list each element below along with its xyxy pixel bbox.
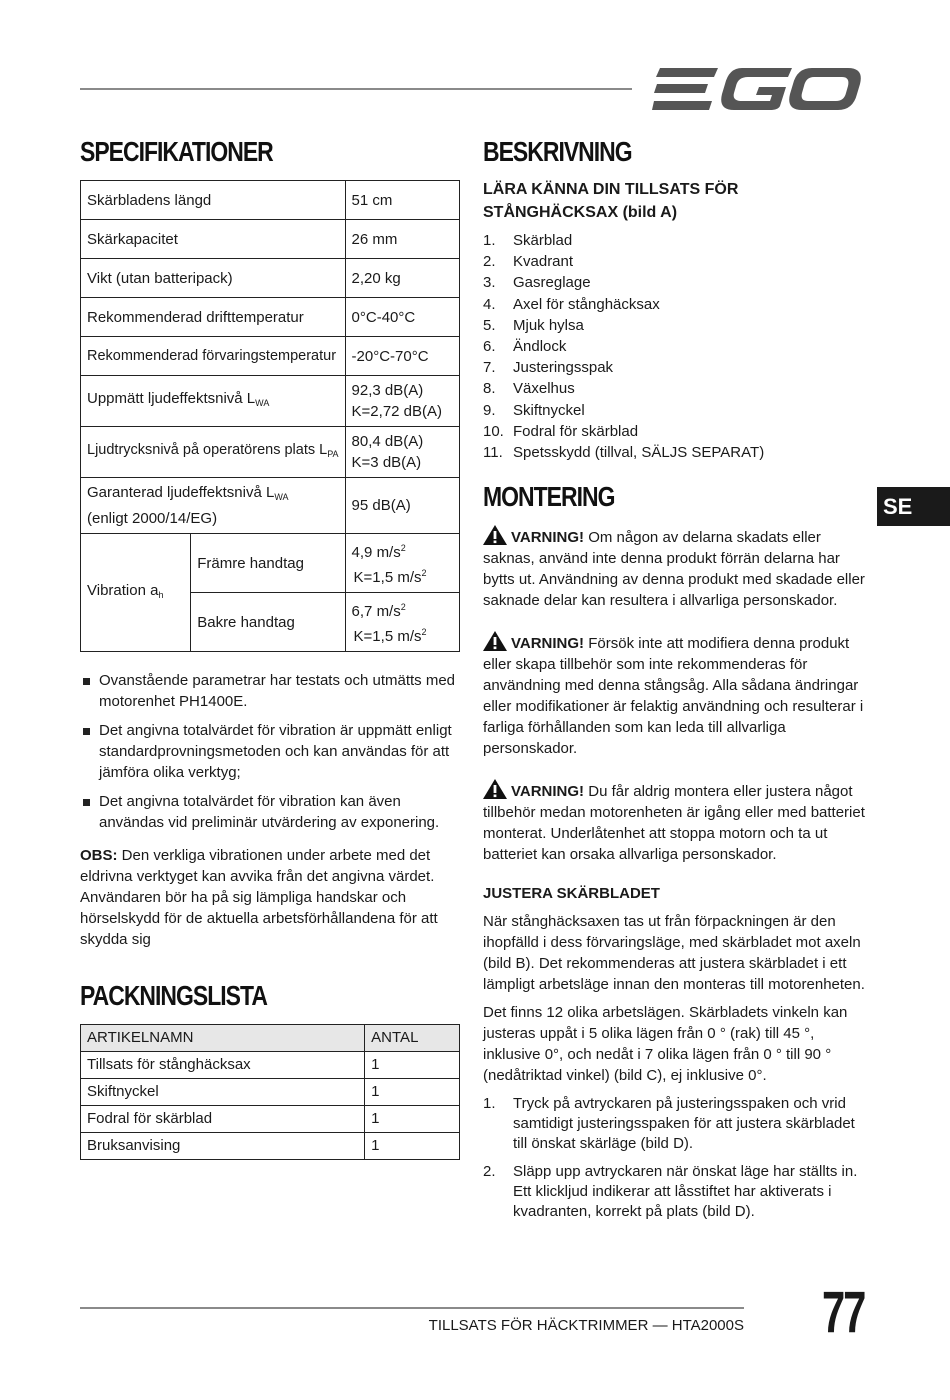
item-text: Växelhus — [513, 380, 575, 398]
right-column — [483, 134, 865, 1230]
front-value-exp: 2 — [400, 543, 406, 553]
item-qty: 1 — [365, 1133, 460, 1160]
item-number: 7. — [483, 359, 496, 377]
spec-label: Skärkapacitet — [81, 220, 346, 259]
adjust-heading: JUSTERA SKÄRBLADET — [483, 885, 660, 903]
item-text: Mjuk hylsa — [513, 316, 584, 334]
item-text: Axel för stånghäcksax — [513, 295, 660, 313]
spec-label-text: Garanterad ljudeffektsnivå L — [87, 484, 275, 501]
rear-handle-label: Bakre handtag — [191, 593, 345, 652]
front-k-exp: 2 — [421, 568, 427, 578]
item-name: Bruksanvising — [81, 1133, 365, 1160]
warning-label: VARNING! — [511, 529, 585, 547]
table-row — [81, 1079, 460, 1106]
step-number: 2. — [483, 1163, 496, 1181]
warning-3 — [483, 779, 865, 865]
spec-value-k: K=2,72 dB(A) — [351, 403, 443, 420]
description-subheading: LÄRA KÄNNA DIN TILLSATS FÖR STÅNGHÄCKSAX (bild A) — [483, 181, 739, 221]
step-number: 1. — [483, 1095, 496, 1113]
spec-label-line2: (enligt 2000/14/EG) — [87, 510, 218, 527]
list-item — [483, 357, 865, 378]
item-number: 6. — [483, 338, 496, 356]
spec-label: Vikt (utan batteripack) — [81, 259, 346, 298]
spec-label: Rekommenderad förvaringstemperatur — [81, 337, 346, 376]
adjust-paragraph-2: Det finns 12 olika arbetslägen. Skärbladets vinkeln kan justeras uppåt i 5 olika lägen från 0 ° (rak) till 45 °, inklusive 0°, och nedåt i 7 olika lägen från 0 ° till 90 ° (nedåtriktad vinkel) (bild C), ej inklusive 0°. — [483, 1004, 848, 1085]
language-tab: SE — [877, 487, 950, 526]
list-item — [483, 400, 865, 421]
spec-value-line: 92,3 dB(A) — [351, 382, 424, 399]
item-number: 1. — [483, 232, 496, 249]
list-item — [483, 272, 865, 293]
column-header-qty: ANTAL — [365, 1025, 460, 1052]
list-item — [483, 294, 865, 315]
warning-2 — [483, 631, 865, 759]
header-rule — [80, 88, 632, 90]
warning-icon — [483, 631, 507, 651]
spec-value: 2,20 kg — [345, 259, 459, 298]
vibration-label-sub: h — [158, 589, 164, 600]
item-number: 10. — [483, 422, 504, 440]
item-number: 5. — [483, 316, 496, 334]
obs-note — [80, 845, 462, 950]
spec-label: Rekommenderad drifttemperatur — [81, 298, 346, 337]
item-text: Fodral för skärblad — [513, 422, 639, 440]
vibration-label-text: Vibration a — [87, 581, 159, 599]
column-header-name: ARTIKELNAMN — [81, 1025, 365, 1052]
spec-value: -20°C-70°C — [345, 337, 459, 376]
item-qty: 1 — [365, 1079, 460, 1106]
rear-handle-value — [345, 593, 459, 652]
item-number: 11. — [483, 444, 503, 462]
table-row — [81, 1133, 460, 1160]
spec-value: 0°C-40°C — [345, 298, 459, 337]
parts-list — [483, 230, 865, 463]
spec-table — [80, 180, 460, 652]
warning-text: Du får aldrig montera eller justera något tillbehör medan motorenheten är igång eller med batteriet monterat. Underlåtenhet att stoppa motorn och ta ut batteriet kan orsaka allvarliga personskador. — [483, 783, 865, 864]
rear-value-text: 6,7 m/s — [351, 603, 401, 620]
item-text: Justeringsspak — [513, 359, 614, 377]
item-text: Ändlock — [513, 338, 567, 356]
spec-label: Skärbladens längd — [81, 181, 346, 220]
spec-label-sub: PA — [327, 448, 339, 459]
item-name: Tillsats för stånghäcksax — [81, 1052, 365, 1079]
item-number: 9. — [483, 401, 496, 419]
warning-icon — [483, 525, 507, 545]
spec-label — [81, 478, 346, 534]
spec-value: 95 dB(A) — [345, 478, 459, 534]
item-number: 2. — [483, 253, 496, 271]
spec-value-k: K=3 dB(A) — [351, 454, 422, 471]
step-text: Släpp upp avtryckaren när önskat läge har ställts in. Ett klickljud indikerar att låsstiftet har aktiverats i kvadranten, korrekt på plats (bild D). — [513, 1163, 858, 1221]
table-row — [81, 534, 460, 593]
warning-1 — [483, 525, 865, 611]
list-item: Det angivna totalvärdet för vibration är uppmätt enligt standardprovningsmetoden och kan användas för att jämföra olika verktyg; — [80, 720, 462, 783]
spec-label-sub: WA — [255, 398, 270, 408]
front-value-text: 4,9 m/s — [351, 544, 401, 561]
spec-label — [81, 376, 346, 427]
table-row — [81, 337, 460, 376]
list-item — [483, 336, 865, 357]
table-row — [81, 181, 460, 220]
pack-table — [80, 1024, 460, 1160]
spec-value-line: 80,4 dB(A) — [351, 433, 424, 450]
spec-label-sub: WA — [274, 492, 289, 502]
warning-icon — [483, 779, 507, 799]
description-heading: BESKRIVNING — [483, 136, 632, 167]
front-handle-value — [345, 534, 459, 593]
footer-title: TILLSATS FÖR HÄCKTRIMMER — HTA2000S — [428, 1317, 744, 1334]
table-row — [81, 1106, 460, 1133]
list-item — [483, 1162, 865, 1222]
item-qty: 1 — [365, 1106, 460, 1133]
item-text: Gasreglage — [513, 274, 591, 292]
list-item — [483, 230, 865, 251]
vibration-label — [81, 534, 191, 652]
item-text: Skiftnyckel — [513, 401, 585, 419]
obs-text: Den verkliga vibrationen under arbete med det eldrivna verktyget kan avvika från det angivna värdet. Användaren bör ha på sig lämpliga handskar och hörselskydd för de aktuella arbetsförhållandena för att skydda sig — [80, 847, 438, 948]
rear-k-exp: 2 — [421, 627, 427, 637]
list-item — [483, 1094, 865, 1154]
item-qty: 1 — [365, 1052, 460, 1079]
warning-label: VARNING! — [511, 635, 585, 653]
ego-logo — [652, 66, 862, 112]
pack-heading: PACKNINGSLISTA — [80, 980, 267, 1011]
list-item — [483, 315, 865, 336]
list-item: Det angivna totalvärdet för vibration kan även användas vid preliminär utvärdering av exponering. — [80, 791, 462, 833]
list-item — [483, 442, 865, 463]
spec-value — [345, 376, 459, 427]
spec-notes-list — [80, 670, 462, 833]
list-item — [483, 378, 865, 399]
list-item: Ovanstående parametrar har testats och utmätts med motorenhet PH1400E. — [80, 670, 462, 712]
page-number: 77 — [822, 1280, 865, 1345]
item-text: Skärblad — [513, 232, 573, 249]
list-item — [483, 421, 865, 442]
spec-value: 26 mm — [345, 220, 459, 259]
table-row — [81, 220, 460, 259]
item-number: 8. — [483, 380, 496, 398]
adjust-paragraph-1: När stånghäcksaxen tas ut från förpackningen är den ihopfälld i dess förvaringsläge, med skärbladet mot axeln (bild B). Det rekommenderas att justera skärbladet i ett lämpligt arbetsläge innan den monteras till motorenheten. — [483, 913, 865, 994]
table-row — [81, 259, 460, 298]
front-k-text: K=1,5 m/s — [353, 569, 422, 586]
spec-value: 51 cm — [345, 181, 459, 220]
table-row — [81, 376, 460, 427]
left-column — [80, 134, 462, 1160]
item-name: Skiftnyckel — [81, 1079, 365, 1106]
table-row — [81, 427, 460, 478]
warning-text: Försök inte att modifiera denna produkt eller skapa tillbehör som inte rekommenderas för användning med denna stångsåg. Alla sådana ändringar eller modifikationer är felaktig användning och resulterar i farliga förhållanden som kan leda till allvarliga personskador. — [483, 635, 864, 758]
item-number: 4. — [483, 295, 496, 313]
mount-heading: MONTERING — [483, 481, 615, 513]
table-header-row — [81, 1025, 460, 1052]
warning-label: VARNING! — [511, 783, 585, 801]
step-text: Tryck på avtryckaren på justeringsspaken och vrid samtidigt justeringsspaken för att justera skärbladet till önskat skärläge (bild D). — [513, 1095, 855, 1153]
item-name: Fodral för skärblad — [81, 1106, 365, 1133]
table-row — [81, 478, 460, 534]
spec-label-text: Uppmätt ljudeffektsnivå L — [87, 390, 256, 407]
obs-label: OBS: — [80, 847, 118, 864]
rear-k-text: K=1,5 m/s — [353, 628, 422, 645]
steps-list — [483, 1094, 865, 1222]
item-number: 3. — [483, 274, 496, 292]
spec-label — [81, 427, 346, 478]
spec-value — [345, 427, 459, 478]
front-handle-label: Främre handtag — [191, 534, 345, 593]
item-text: Kvadrant — [513, 253, 574, 271]
footer-rule — [80, 1307, 744, 1309]
table-row — [81, 1052, 460, 1079]
list-item — [483, 251, 865, 272]
spec-label-text: Ljudtrycksnivå på operatörens plats L — [87, 441, 328, 458]
table-row — [81, 298, 460, 337]
rear-value-exp: 2 — [400, 602, 406, 612]
warning-text: Om någon av delarna skadats eller saknas, använd inte denna produkt förrän delarna har bytts ut. Användning av denna produkt med skadade eller saknade delar kan resultera i allvarliga personskador. — [483, 529, 865, 610]
item-text: Spetsskydd (tillval, SÄLJS SEPARAT) — [513, 444, 765, 462]
spec-heading: SPECIFIKATIONER — [80, 136, 273, 167]
